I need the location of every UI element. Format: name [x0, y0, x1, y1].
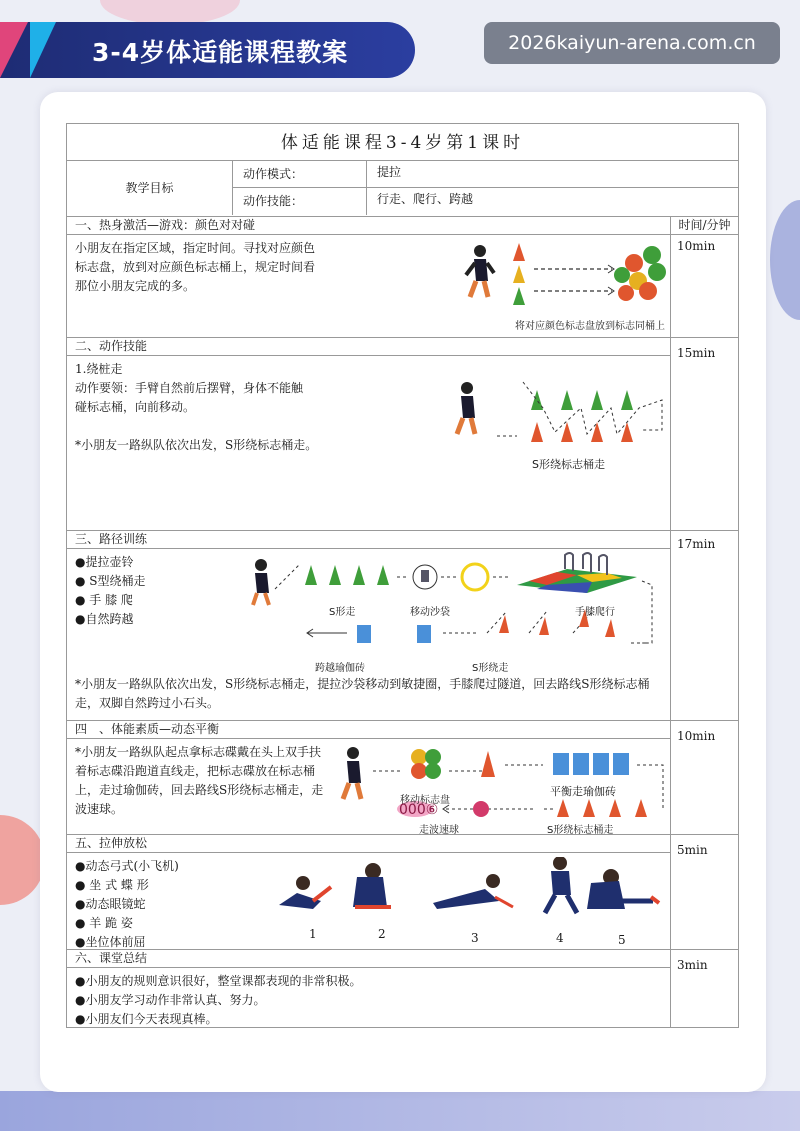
running-child-icon — [343, 747, 361, 799]
list-item: ●提拉壶铃 — [75, 555, 134, 569]
time-column — [670, 338, 738, 530]
illustration-label: 移动沙袋 — [410, 607, 450, 618]
section-body — [67, 968, 671, 1033]
pose-number: 3 — [471, 931, 479, 945]
section-motion-skill — [66, 338, 739, 531]
list-item: ●小朋友的规则意识很好，整堂课都表现的非常积极。 — [75, 974, 362, 988]
list-item: ● 手 膝 爬 — [75, 593, 133, 607]
illustration-label: 手膝爬行 — [575, 607, 615, 618]
agility-ring-icon — [462, 564, 488, 590]
section-heading: 三、路径训练 — [67, 531, 671, 549]
list-item: ●自然跨越 — [75, 612, 134, 626]
pose-2-icon — [353, 863, 391, 907]
decor-circle-left — [0, 815, 45, 905]
lesson-sheet — [66, 123, 739, 1028]
running-child-icon — [466, 245, 494, 297]
list-item: ●动态弓式(小飞机) — [75, 859, 179, 873]
pose-number: 1 — [309, 927, 317, 941]
time-header: 时间/分钟 — [671, 217, 738, 235]
time-value: 15min — [677, 346, 716, 360]
illustration-label: 平衡走瑜伽砖 — [550, 785, 616, 798]
illustration-label: S形绕走 — [472, 663, 509, 674]
time-column — [670, 217, 738, 337]
section-text: *小朋友一路纵队起点拿标志碟戴在头上双手扶着标志碟沿跑道直线走，把标志碟放在标志桶上，走过瑜伽砖，回去路线S形绕标志桶走，走波速球。 — [75, 745, 324, 816]
list-item: ●小朋友们今天表现真棒。 — [75, 1012, 218, 1026]
pose-4-icon — [545, 857, 577, 913]
illustration-label: S形走 — [329, 607, 356, 618]
section-text: 小朋友在指定区域，指定时间。寻找对应颜色标志盘，放到对应颜色标志桶上，规定时间看那位小朋友完成的多。 — [75, 241, 316, 293]
decor-bottom-band — [0, 1091, 800, 1131]
illustration-label: S形绕标志桶走 — [547, 825, 614, 836]
svg-text:000⑥: 000⑥ — [399, 802, 439, 818]
time-value: 5min — [677, 843, 708, 857]
cone-icon — [481, 751, 495, 777]
time-column — [670, 721, 738, 834]
section-note: *小朋友一路纵队依次出发，S形绕标志桶走，提拉沙袋移动到敏捷圈，手膝爬过隧道，回去路线S形绕标志桶走，双脚自然跨过小石头。 — [75, 677, 650, 710]
section-stretch — [66, 835, 739, 950]
section-warmup — [66, 217, 739, 338]
time-column — [670, 950, 738, 1027]
running-child-icon — [457, 382, 475, 434]
section-heading: 四 、体能素质—动态平衡 — [67, 721, 671, 739]
section-heading: 一、热身激活—游戏：颜色对对碰 — [67, 217, 671, 235]
illustration-label: 走波速球 — [419, 825, 459, 836]
time-value: 3min — [677, 958, 708, 972]
banner-accent-pink — [0, 22, 28, 78]
pose-number: 4 — [556, 931, 564, 945]
illustration-caption: S形绕标志桶走 — [532, 458, 605, 471]
section-heading: 六、课堂总结 — [67, 950, 671, 968]
balance-course-illustration — [333, 743, 673, 829]
illustration-label: 移动标志盘 — [400, 795, 450, 806]
red-cone-row-icon — [531, 422, 633, 442]
banner-accent-blue — [30, 22, 56, 78]
illustration-caption: 将对应颜色标志盘放到标志同桶上 — [515, 321, 665, 332]
watermark: 2026kaiyun-arena.com.cn — [484, 22, 780, 64]
motion-skill-row — [233, 188, 738, 215]
list-item: ● 羊 跪 姿 — [75, 916, 133, 930]
title-banner — [0, 22, 415, 78]
decor-circle-right — [770, 200, 800, 320]
pose-5-icon — [587, 869, 659, 909]
time-column — [670, 531, 738, 720]
motion-mode-value: 提拉 — [377, 165, 402, 179]
list-item: ● 坐 式 蝶 形 — [75, 878, 149, 892]
illustration-label: 跨越瑜伽砖 — [315, 663, 365, 674]
motion-skill-label: 动作技能： — [233, 188, 367, 215]
section-path-training — [66, 531, 739, 721]
objective-label: 教学目标 — [67, 161, 233, 215]
time-column — [670, 835, 738, 949]
objective-block — [66, 161, 739, 217]
motion-mode-row — [233, 161, 738, 188]
list-item: ●小朋友学习动作非常认真、努力。 — [75, 993, 266, 1007]
tunnel-mat-icon — [517, 553, 637, 593]
time-value: 10min — [677, 729, 716, 743]
list-item: ●坐位体前屈 — [75, 935, 146, 949]
pose-3-icon — [433, 874, 513, 909]
green-cone-row-icon — [531, 390, 633, 410]
motion-mode-label: 动作模式： — [233, 161, 367, 187]
skill-note: *小朋友一路纵队依次出发，S形绕标志桶走。 — [75, 438, 318, 452]
time-value: 10min — [677, 239, 716, 253]
pose-number: 2 — [378, 927, 386, 941]
pose-1-icon — [279, 876, 331, 909]
motion-skill-value: 行走、爬行、跨越 — [377, 192, 474, 206]
lesson-title: 体适能课程3-4岁第1课时 — [66, 123, 739, 161]
stretch-poses-illustration — [273, 857, 663, 929]
skill-title: 1.绕桩走 — [75, 362, 123, 376]
cone-stack-icon — [513, 243, 525, 305]
list-item: ●动态眼镜蛇 — [75, 897, 146, 911]
pose-number: 5 — [618, 933, 626, 947]
skill-instruction: 动作要领：手臂自然前后摆臂，身体不能触碰标志桶，向前移动。 — [75, 381, 304, 414]
s-cone-illustration — [447, 378, 672, 458]
list-item: ● S型绕桶走 — [75, 574, 146, 588]
banner-title: 3-4岁体适能课程教案 — [92, 38, 349, 67]
section-heading: 二、动作技能 — [67, 338, 671, 356]
running-child-icon — [253, 559, 269, 605]
section-balance — [66, 721, 739, 835]
time-value: 17min — [677, 537, 716, 551]
disc-pile-icon — [614, 246, 666, 301]
section-heading: 五、拉伸放松 — [67, 835, 671, 853]
section-summary — [66, 950, 739, 1028]
